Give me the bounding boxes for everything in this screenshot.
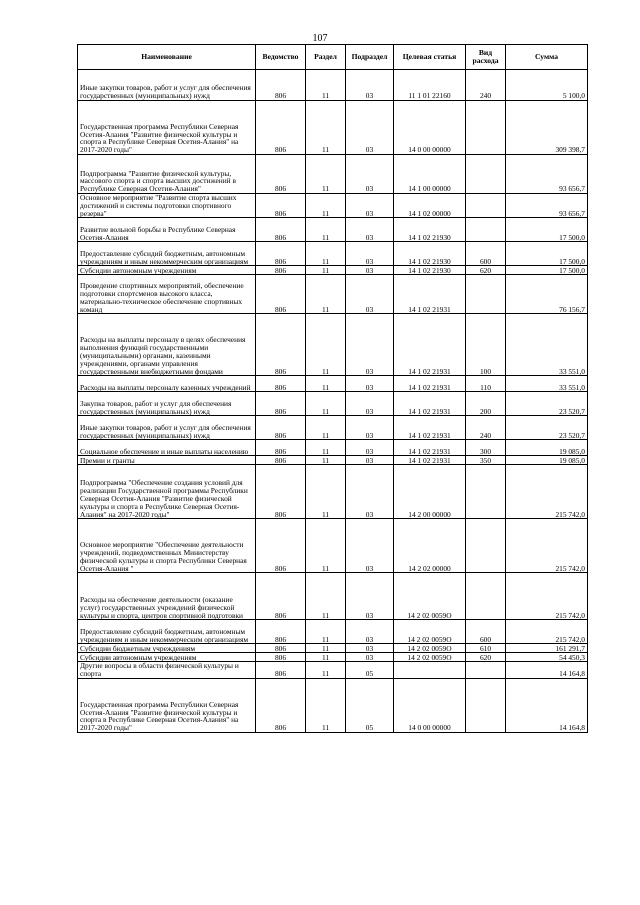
row-target: 14 2 02 0059О [394,653,466,662]
table-row [78,101,588,155]
row-type [466,465,506,519]
col-header-type: Вид расхода [466,45,506,70]
row-subsection: 03 [346,465,394,519]
row-type: 620 [466,266,506,275]
row-target: 14 2 02 0059О [394,644,466,653]
row-sum: 161 291,7 [506,644,588,653]
row-section: 11 [306,678,346,732]
row-dept: 806 [256,416,306,440]
row-dept: 806 [256,678,306,732]
row-name: Другие вопросы в области физической культуры и спорта [78,662,256,679]
row-dept: 806 [256,70,306,101]
row-dept: 806 [256,101,306,155]
row-sum: 215 742,0 [506,620,588,644]
table-row [78,519,588,573]
row-name: Субсидии автономным учреждениям [78,266,256,275]
row-target: 14 1 02 21930 [394,242,466,266]
row-section: 11 [306,573,346,620]
row-dept: 806 [256,266,306,275]
row-dept: 806 [256,440,306,456]
row-type [466,519,506,573]
row-type: 300 [466,440,506,456]
row-subsection: 03 [346,218,394,242]
row-section: 11 [306,465,346,519]
row-section: 11 [306,314,346,376]
row-name: Предоставление субсидий бюджетным, автономным учреждениям и иным некоммерческим организациям [78,620,256,644]
row-dept: 806 [256,376,306,392]
table-row [78,456,588,465]
row-type: 200 [466,392,506,416]
table-row [78,392,588,416]
row-sum: 5 100,0 [506,70,588,101]
row-type [466,218,506,242]
table-row [78,440,588,456]
row-target: 14 1 02 21930 [394,266,466,275]
table-row [78,678,588,732]
row-subsection: 03 [346,376,394,392]
row-target: 14 1 02 21930 [394,218,466,242]
row-dept: 806 [256,456,306,465]
row-target [394,662,466,679]
budget-table [77,44,588,733]
page-number: 107 [312,33,328,44]
row-name: Закупка товаров, работ и услуг для обеспечения государственных (муниципальных) нужд [78,392,256,416]
row-sum: 19 085,0 [506,456,588,465]
row-name: Расходы на обеспечение деятельности (оказание услуг) государственных учреждений физической культуры и спорта, центров спортивной подготовки [78,573,256,620]
row-name: Премии и гранты [78,456,256,465]
table-row [78,644,588,653]
row-name: Подпрограмма "Обеспечение создания условий для реализации Государственной программы Республики Северная Осетия-Алания "Развитие физической культуры и спорта в Республике Северная Осетия-Алания" на 2017-2020 годы" [78,465,256,519]
row-target: 14 1 02 21931 [394,416,466,440]
row-sum: 17 500,0 [506,218,588,242]
row-sum: 76 156,7 [506,275,588,314]
row-target: 14 0 00 00000 [394,101,466,155]
row-section: 11 [306,275,346,314]
header-row [78,45,588,70]
row-subsection: 03 [346,620,394,644]
row-type: 110 [466,376,506,392]
row-sum: 33 551,0 [506,314,588,376]
row-subsection: 03 [346,392,394,416]
row-sum: 23 520,7 [506,416,588,440]
table-row [78,465,588,519]
row-section: 11 [306,70,346,101]
row-subsection: 03 [346,101,394,155]
row-sum: 17 500,0 [506,242,588,266]
row-name: Государственная программа Республики Северная Осетия-Алания "Развитие физической культуры и спорта в Республике Северная Осетия-Алания" на 2017-2020 годы" [78,678,256,732]
row-type: 620 [466,653,506,662]
col-header-section: Раздел [306,45,346,70]
row-dept: 806 [256,653,306,662]
row-sum: 33 551,0 [506,376,588,392]
row-section: 11 [306,392,346,416]
row-sum: 215 742,0 [506,519,588,573]
row-name: Основное мероприятие "Обеспечение деятельности учреждений, подведомственных Министерству физической культуры и спорта Республики Северная Осетия-Алания " [78,519,256,573]
row-name: Подпрограмма "Развитие физической культуры, массового спорта и спорта высших достижений в Республике Северная Осетия-Алания" [78,155,256,194]
row-subsection: 03 [346,440,394,456]
row-sum: 215 742,0 [506,465,588,519]
row-type: 610 [466,644,506,653]
row-name: Предоставление субсидий бюджетным, автономным учреждениям и иным некоммерческим организациям [78,242,256,266]
row-target: 14 1 02 21931 [394,275,466,314]
row-section: 11 [306,242,346,266]
row-subsection: 03 [346,266,394,275]
row-type [466,662,506,679]
row-sum: 23 520,7 [506,392,588,416]
row-dept: 806 [256,644,306,653]
row-subsection: 03 [346,416,394,440]
row-section: 11 [306,519,346,573]
row-sum: 93 656,7 [506,194,588,218]
row-target: 14 1 00 00000 [394,155,466,194]
table-row [78,275,588,314]
row-target: 14 1 02 21931 [394,440,466,456]
table-row [78,194,588,218]
row-subsection: 05 [346,662,394,679]
row-name: Проведение спортивных мероприятий, обеспечение подготовки спортсменов высокого класса, материально-техническое обеспечение спортивных команд [78,275,256,314]
table-row [78,620,588,644]
row-type [466,155,506,194]
row-target: 14 2 02 0059О [394,620,466,644]
row-target: 14 1 02 21931 [394,456,466,465]
col-header-dept: Ведомство [256,45,306,70]
row-section: 11 [306,440,346,456]
row-sum: 215 742,0 [506,573,588,620]
row-dept: 806 [256,392,306,416]
table-row [78,662,588,679]
col-header-sum: Сумма [506,45,588,70]
table-row [78,653,588,662]
table-row [78,155,588,194]
row-sum: 14 164,8 [506,662,588,679]
row-name: Субсидии автономным учреждениям [78,653,256,662]
row-subsection: 03 [346,456,394,465]
row-target: 14 1 02 21931 [394,392,466,416]
row-name: Иные закупки товаров, работ и услуг для обеспечения государственных (муниципальных) нужд [78,416,256,440]
row-type [466,573,506,620]
row-type: 600 [466,242,506,266]
row-dept: 806 [256,465,306,519]
row-sum: 14 164,8 [506,678,588,732]
row-dept: 806 [256,242,306,266]
table-row [78,266,588,275]
row-type: 600 [466,620,506,644]
row-target: 14 2 00 00000 [394,465,466,519]
row-sum: 309 398,7 [506,101,588,155]
table-row [78,416,588,440]
row-type: 100 [466,314,506,376]
table-row [78,573,588,620]
row-section: 11 [306,620,346,644]
row-section: 11 [306,662,346,679]
row-section: 11 [306,644,346,653]
row-section: 11 [306,653,346,662]
row-dept: 806 [256,519,306,573]
row-name: Расходы на выплаты персоналу в целях обеспечения выполнения функций государственными (муниципальными) органами, казенными учреждениями, органами управления государственными внебюджетными фондами [78,314,256,376]
row-target: 11 1 01 22160 [394,70,466,101]
row-subsection: 03 [346,314,394,376]
row-target: 14 0 00 00000 [394,678,466,732]
row-target: 14 1 02 21931 [394,376,466,392]
row-target: 14 1 02 00000 [394,194,466,218]
row-type [466,194,506,218]
row-dept: 806 [256,573,306,620]
row-type [466,275,506,314]
row-sum: 93 656,7 [506,155,588,194]
row-section: 11 [306,101,346,155]
row-name: Развитие вольной борьбы в Республике Северная Осетия-Алания [78,218,256,242]
row-name: Иные закупки товаров, работ и услуг для обеспечения государственных (муниципальных) нужд [78,70,256,101]
row-subsection: 03 [346,519,394,573]
col-header-target: Целевая статья [394,45,466,70]
row-dept: 806 [256,662,306,679]
row-dept: 806 [256,218,306,242]
row-section: 11 [306,266,346,275]
row-type: 240 [466,416,506,440]
col-header-subsection: Подраздел [346,45,394,70]
row-type: 350 [466,456,506,465]
row-subsection: 03 [346,155,394,194]
row-name: Социальное обеспечение и иные выплаты населению [78,440,256,456]
row-section: 11 [306,376,346,392]
row-dept: 806 [256,275,306,314]
row-dept: 806 [256,194,306,218]
row-subsection: 03 [346,653,394,662]
table-row [78,376,588,392]
row-name: Расходы на выплаты персоналу казенных учреждений [78,376,256,392]
row-sum: 54 450,3 [506,653,588,662]
row-subsection: 03 [346,573,394,620]
row-subsection: 03 [346,194,394,218]
row-section: 11 [306,155,346,194]
row-sum: 19 085,0 [506,440,588,456]
row-name: Основное мероприятие "Развитие спорта высших достижений и системы подготовки спортивного резерва" [78,194,256,218]
row-section: 11 [306,416,346,440]
row-sum: 17 500,0 [506,266,588,275]
col-header-name: Наименование [78,45,256,70]
row-subsection: 03 [346,275,394,314]
row-dept: 806 [256,620,306,644]
row-dept: 806 [256,314,306,376]
table-row [78,314,588,376]
row-target: 14 1 02 21931 [394,314,466,376]
row-type [466,678,506,732]
row-section: 11 [306,194,346,218]
row-target: 14 2 02 00000 [394,519,466,573]
row-name: Субсидии бюджетным учреждениям [78,644,256,653]
row-subsection: 05 [346,678,394,732]
row-section: 11 [306,218,346,242]
row-name: Государственная программа Республики Северная Осетия-Алания "Развитие физической культуры и спорта в Республике Северная Осетия-Алания" на 2017-2020 годы" [78,101,256,155]
row-section: 11 [306,456,346,465]
table-row [78,218,588,242]
row-dept: 806 [256,155,306,194]
table-row [78,242,588,266]
row-subsection: 03 [346,70,394,101]
row-type [466,101,506,155]
row-subsection: 03 [346,242,394,266]
row-type: 240 [466,70,506,101]
row-target: 14 2 02 0059О [394,573,466,620]
row-subsection: 03 [346,644,394,653]
table-row [78,70,588,101]
